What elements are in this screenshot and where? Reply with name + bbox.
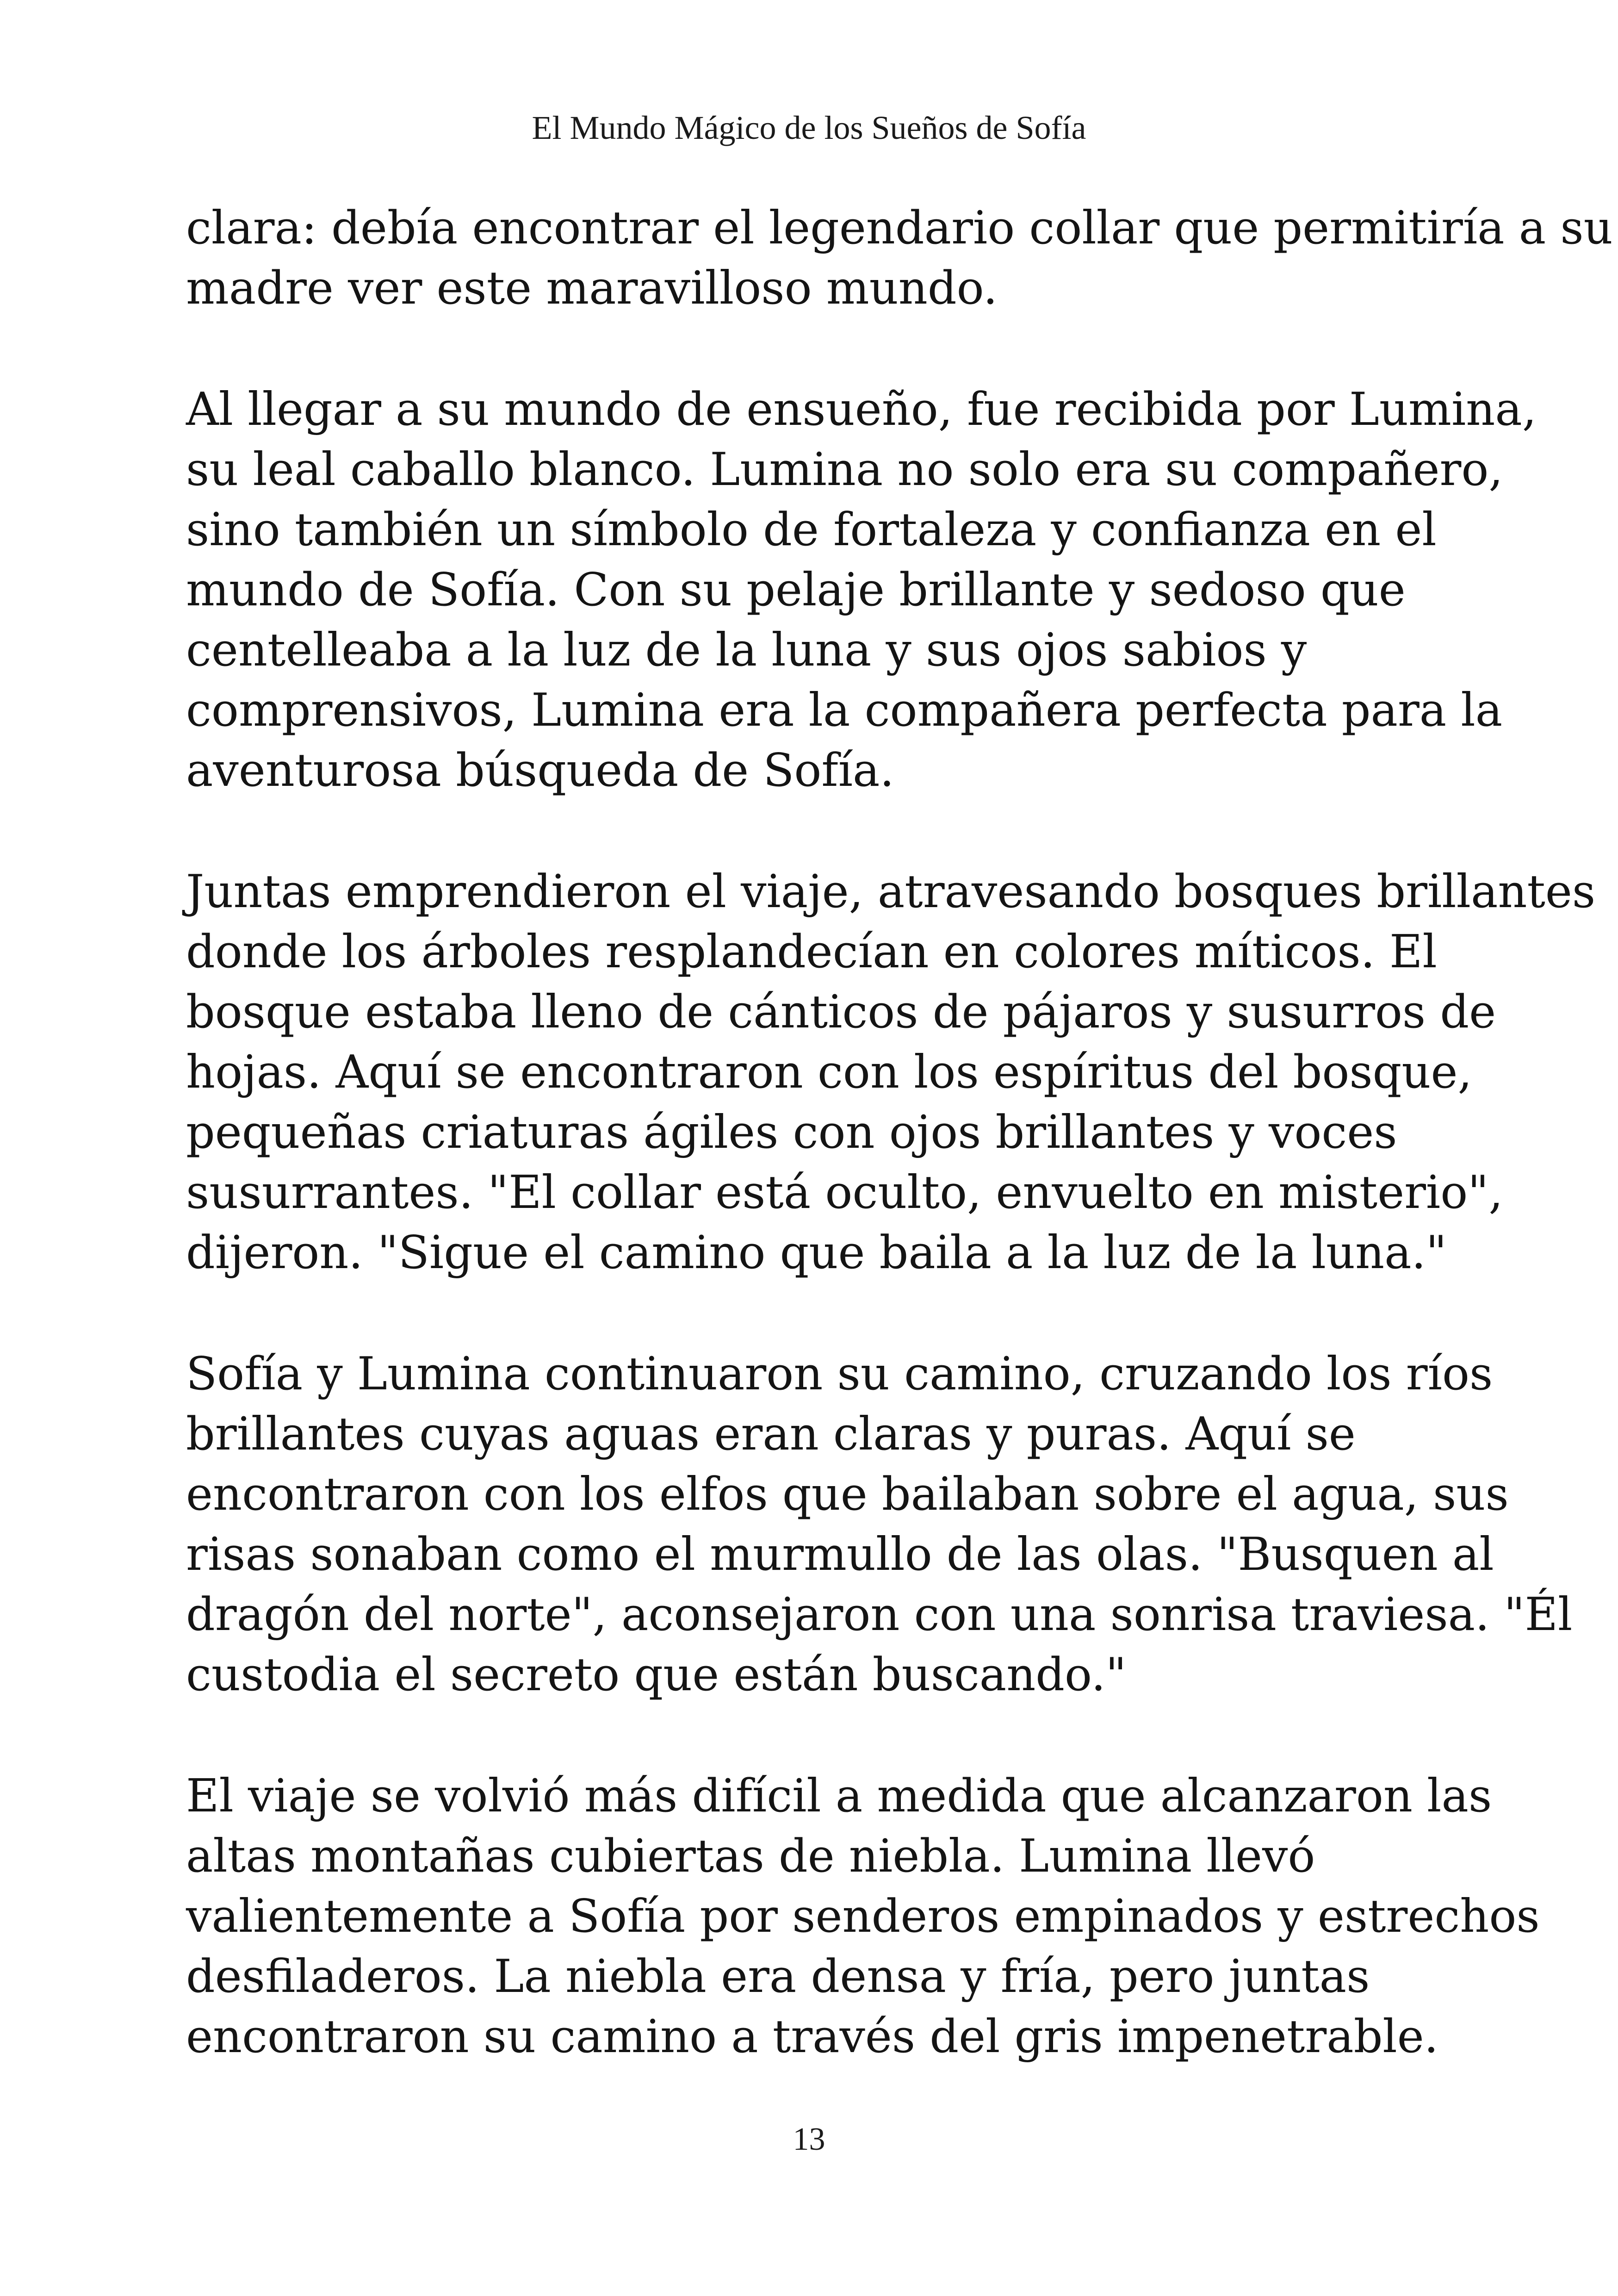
text-line: comprensivos, Lumina era la compañera perfecta para la (186, 684, 1503, 737)
text-line: dragón del norte", aconsejaron con una sonrisa traviesa. "Él (186, 1588, 1573, 1641)
text-line: dijeron. "Sigue el camino que baila a la luz de la luna." (186, 1226, 1447, 1279)
text-line: donde los árboles resplandecían en colores míticos. El (186, 926, 1437, 978)
paragraph (186, 1766, 1540, 2067)
text-line: centelleaba a la luz de la luna y sus ojos sabios y (186, 624, 1307, 677)
text-line: risas sonaban como el murmullo de las olas. "Busquen al (186, 1528, 1494, 1581)
paragraph (186, 1344, 1573, 1705)
text-line: sino también un símbolo de fortaleza y confianza en el (186, 504, 1437, 556)
text-line: madre ver este maravilloso mundo. (186, 262, 998, 315)
text-line: valientemente a Sofía por senderos empinados y estrechos (186, 1890, 1540, 1943)
text-line: bosque estaba lleno de cánticos de pájaros y susurros de (186, 986, 1496, 1039)
text-line: Juntas emprendieron el viaje, atravesando bosques brillantes (186, 865, 1596, 918)
text-line: Al llegar a su mundo de ensueño, fue recibida por Lumina, (186, 383, 1537, 436)
page-number: 13 (793, 2122, 825, 2157)
running-header-title: El Mundo Mágico de los Sueños de Sofía (532, 109, 1086, 146)
text-line: mundo de Sofía. Con su pelaje brillante y sedoso que (186, 564, 1406, 616)
paragraph (186, 862, 1596, 1283)
text-line: su leal caballo blanco. Lumina no solo era su compañero, (186, 443, 1503, 496)
text-line: El viaje se volvió más difícil a medida que alcanzaron las (186, 1770, 1492, 1823)
text-line: hojas. Aquí se encontraron con los espíritus del bosque, (186, 1046, 1472, 1099)
text-line: encontraron su camino a través del gris impenetrable. (186, 2010, 1438, 2063)
text-line: altas montañas cubiertas de niebla. Lumina llevó (186, 1830, 1315, 1883)
text-line: aventurosa búsqueda de Sofía. (186, 744, 894, 797)
paragraph (186, 380, 1537, 801)
text-line: brillantes cuyas aguas eran claras y puras. Aquí se (186, 1408, 1356, 1461)
body-text (186, 198, 1613, 2128)
text-line: clara: debía encontrar el legendario collar que permitiría a su (186, 202, 1613, 255)
text-line: pequeñas criaturas ágiles con ojos brillantes y voces (186, 1106, 1397, 1159)
text-line: desfiladeros. La niebla era densa y fría, pero juntas (186, 1950, 1370, 2003)
text-line: encontraron con los elfos que bailaban sobre el agua, sus (186, 1468, 1509, 1521)
text-line: custodia el secreto que están buscando." (186, 1649, 1127, 1701)
paragraph (186, 198, 1613, 318)
text-line: susurrantes. "El collar está oculto, envuelto en misterio", (186, 1166, 1503, 1219)
text-line: Sofía y Lumina continuaron su camino, cruzando los ríos (186, 1348, 1493, 1400)
